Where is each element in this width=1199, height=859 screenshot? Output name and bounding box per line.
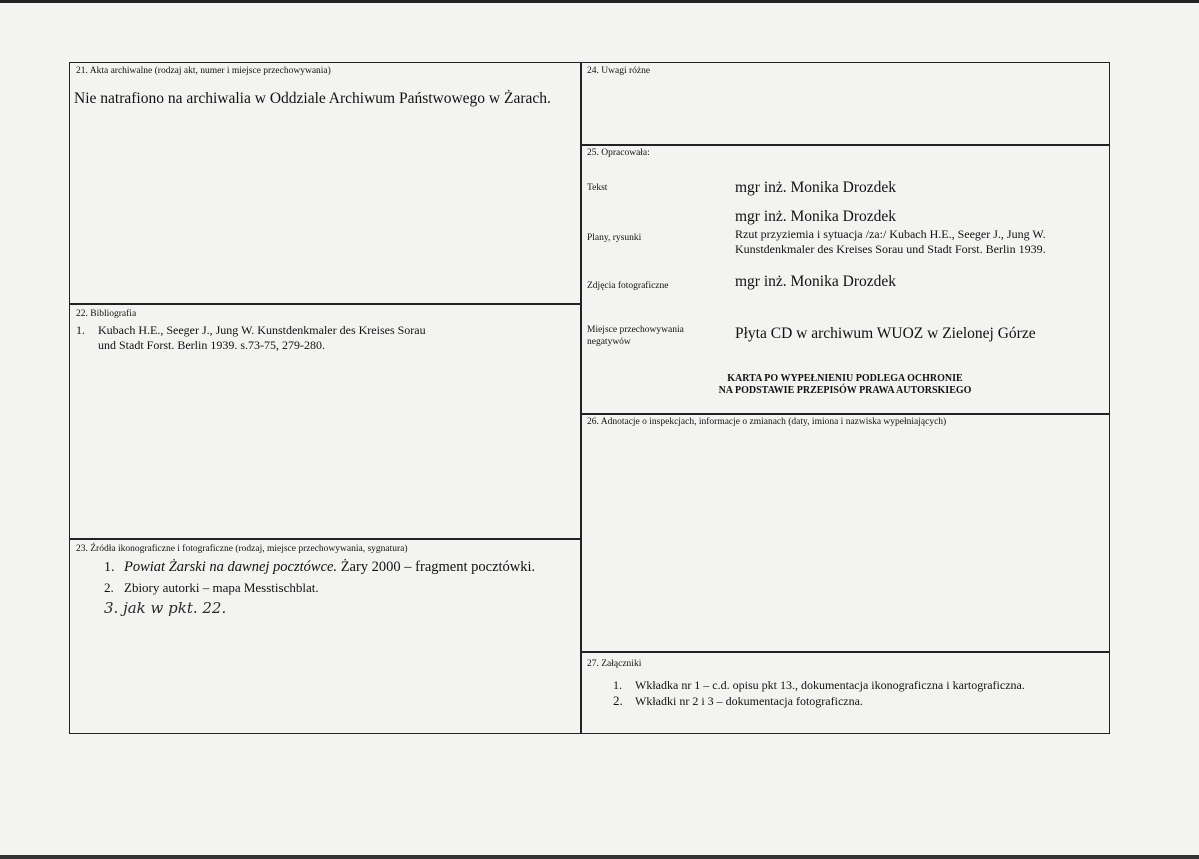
miejsce-label-line2: negatywów — [587, 337, 631, 347]
plany-value: mgr inż. Monika Drozdek — [735, 208, 896, 225]
section-25-label: 25. Opracowała: — [587, 148, 650, 158]
source-item-1-title: Powiat Żarski na dawnej pocztówce. — [124, 559, 338, 575]
plany-note-line2: Kunstdenkmaler des Kreises Sorau und Stadt Forst. Berlin 1939. — [735, 242, 1046, 256]
tekst-value: mgr inż. Monika Drozdek — [735, 179, 896, 196]
section-22-bibliography — [70, 304, 580, 538]
source-item-2: Zbiory autorki – mapa Messtischblat. — [124, 580, 319, 595]
section-25-prepared-by — [581, 145, 1109, 413]
tekst-label: Tekst — [587, 183, 608, 193]
source-item-1 — [124, 560, 535, 575]
source-item-3-handwritten: 3. jak w pkt. 22. — [104, 599, 227, 617]
miejsce-value: Płyta CD w archiwum WUOZ w Zielonej Górze — [735, 325, 1036, 342]
source-item-2-number: 2. — [104, 580, 114, 595]
bibliography-item-line2: und Stadt Forst. Berlin 1939. s.73-75, 279-280. — [98, 338, 325, 352]
section-26-inspection-notes — [581, 414, 1109, 651]
attachment-2-number: 2. — [613, 693, 623, 708]
scan-edge-bottom — [0, 855, 1199, 859]
bibliography-item-line1: Kubach H.E., Seeger J., Jung W. Kunstdenkmaler des Kreises Sorau — [98, 323, 426, 337]
attachment-1-number: 1. — [613, 678, 622, 692]
copyright-notice-line1: KARTA PO WYPEŁNIENIU PODLEGA OCHRONIE — [727, 373, 963, 384]
attachment-2: Wkładki nr 2 i 3 – dokumentacja fotograficzna. — [635, 694, 863, 708]
section-24-label: 24. Uwagi różne — [587, 66, 651, 76]
section-21-label: 21. Akta archiwalne (rodzaj akt, numer i miejsce przechowywania) — [76, 66, 331, 76]
zdjecia-value: mgr inż. Monika Drozdek — [735, 273, 896, 290]
section-27-label: 27. Załączniki — [587, 659, 642, 669]
miejsce-label-line1: Miejsce przechowywania — [587, 325, 684, 335]
bibliography-item-number: 1. — [76, 323, 85, 337]
section-21-archival-records — [70, 63, 580, 303]
record-card — [69, 62, 1110, 734]
section-24-remarks — [581, 63, 1109, 144]
source-item-1-number: 1. — [104, 560, 115, 575]
plany-note-line1: Rzut przyziemia i sytuacja /za:/ Kubach H.E., Seeger J., Jung W. — [735, 227, 1046, 241]
section-23-label: 23. Źródła ikonograficzne i fotograficzne (rodzaj, miejsce przechowywania, sygnatura) — [76, 544, 408, 554]
attachment-1: Wkładka nr 1 – c.d. opisu pkt 13., dokumentacja ikonograficzna i kartograficzna. — [635, 678, 1025, 692]
section-21-text: Nie natrafiono na archiwalia w Oddziale Archiwum Państwowego w Żarach. — [74, 90, 551, 107]
zdjecia-label: Zdjęcia fotograficzne — [587, 281, 669, 291]
section-22-label: 22. Bibliografia — [76, 309, 137, 319]
section-23-iconographic-sources — [70, 539, 580, 733]
section-26-label: 26. Adnotacje o inspekcjach, informacje o zmianach (daty, imiona i nazwiska wypełniających) — [587, 417, 947, 427]
source-item-1-rest: Żary 2000 – fragment pocztówki. — [337, 559, 536, 575]
section-27-attachments — [581, 652, 1109, 733]
copyright-notice-line2: NA PODSTAWIE PRZEPISÓW PRAWA AUTORSKIEGO — [718, 385, 972, 396]
plany-label: Plany, rysunki — [587, 233, 642, 243]
scan-edge-top — [0, 0, 1199, 3]
